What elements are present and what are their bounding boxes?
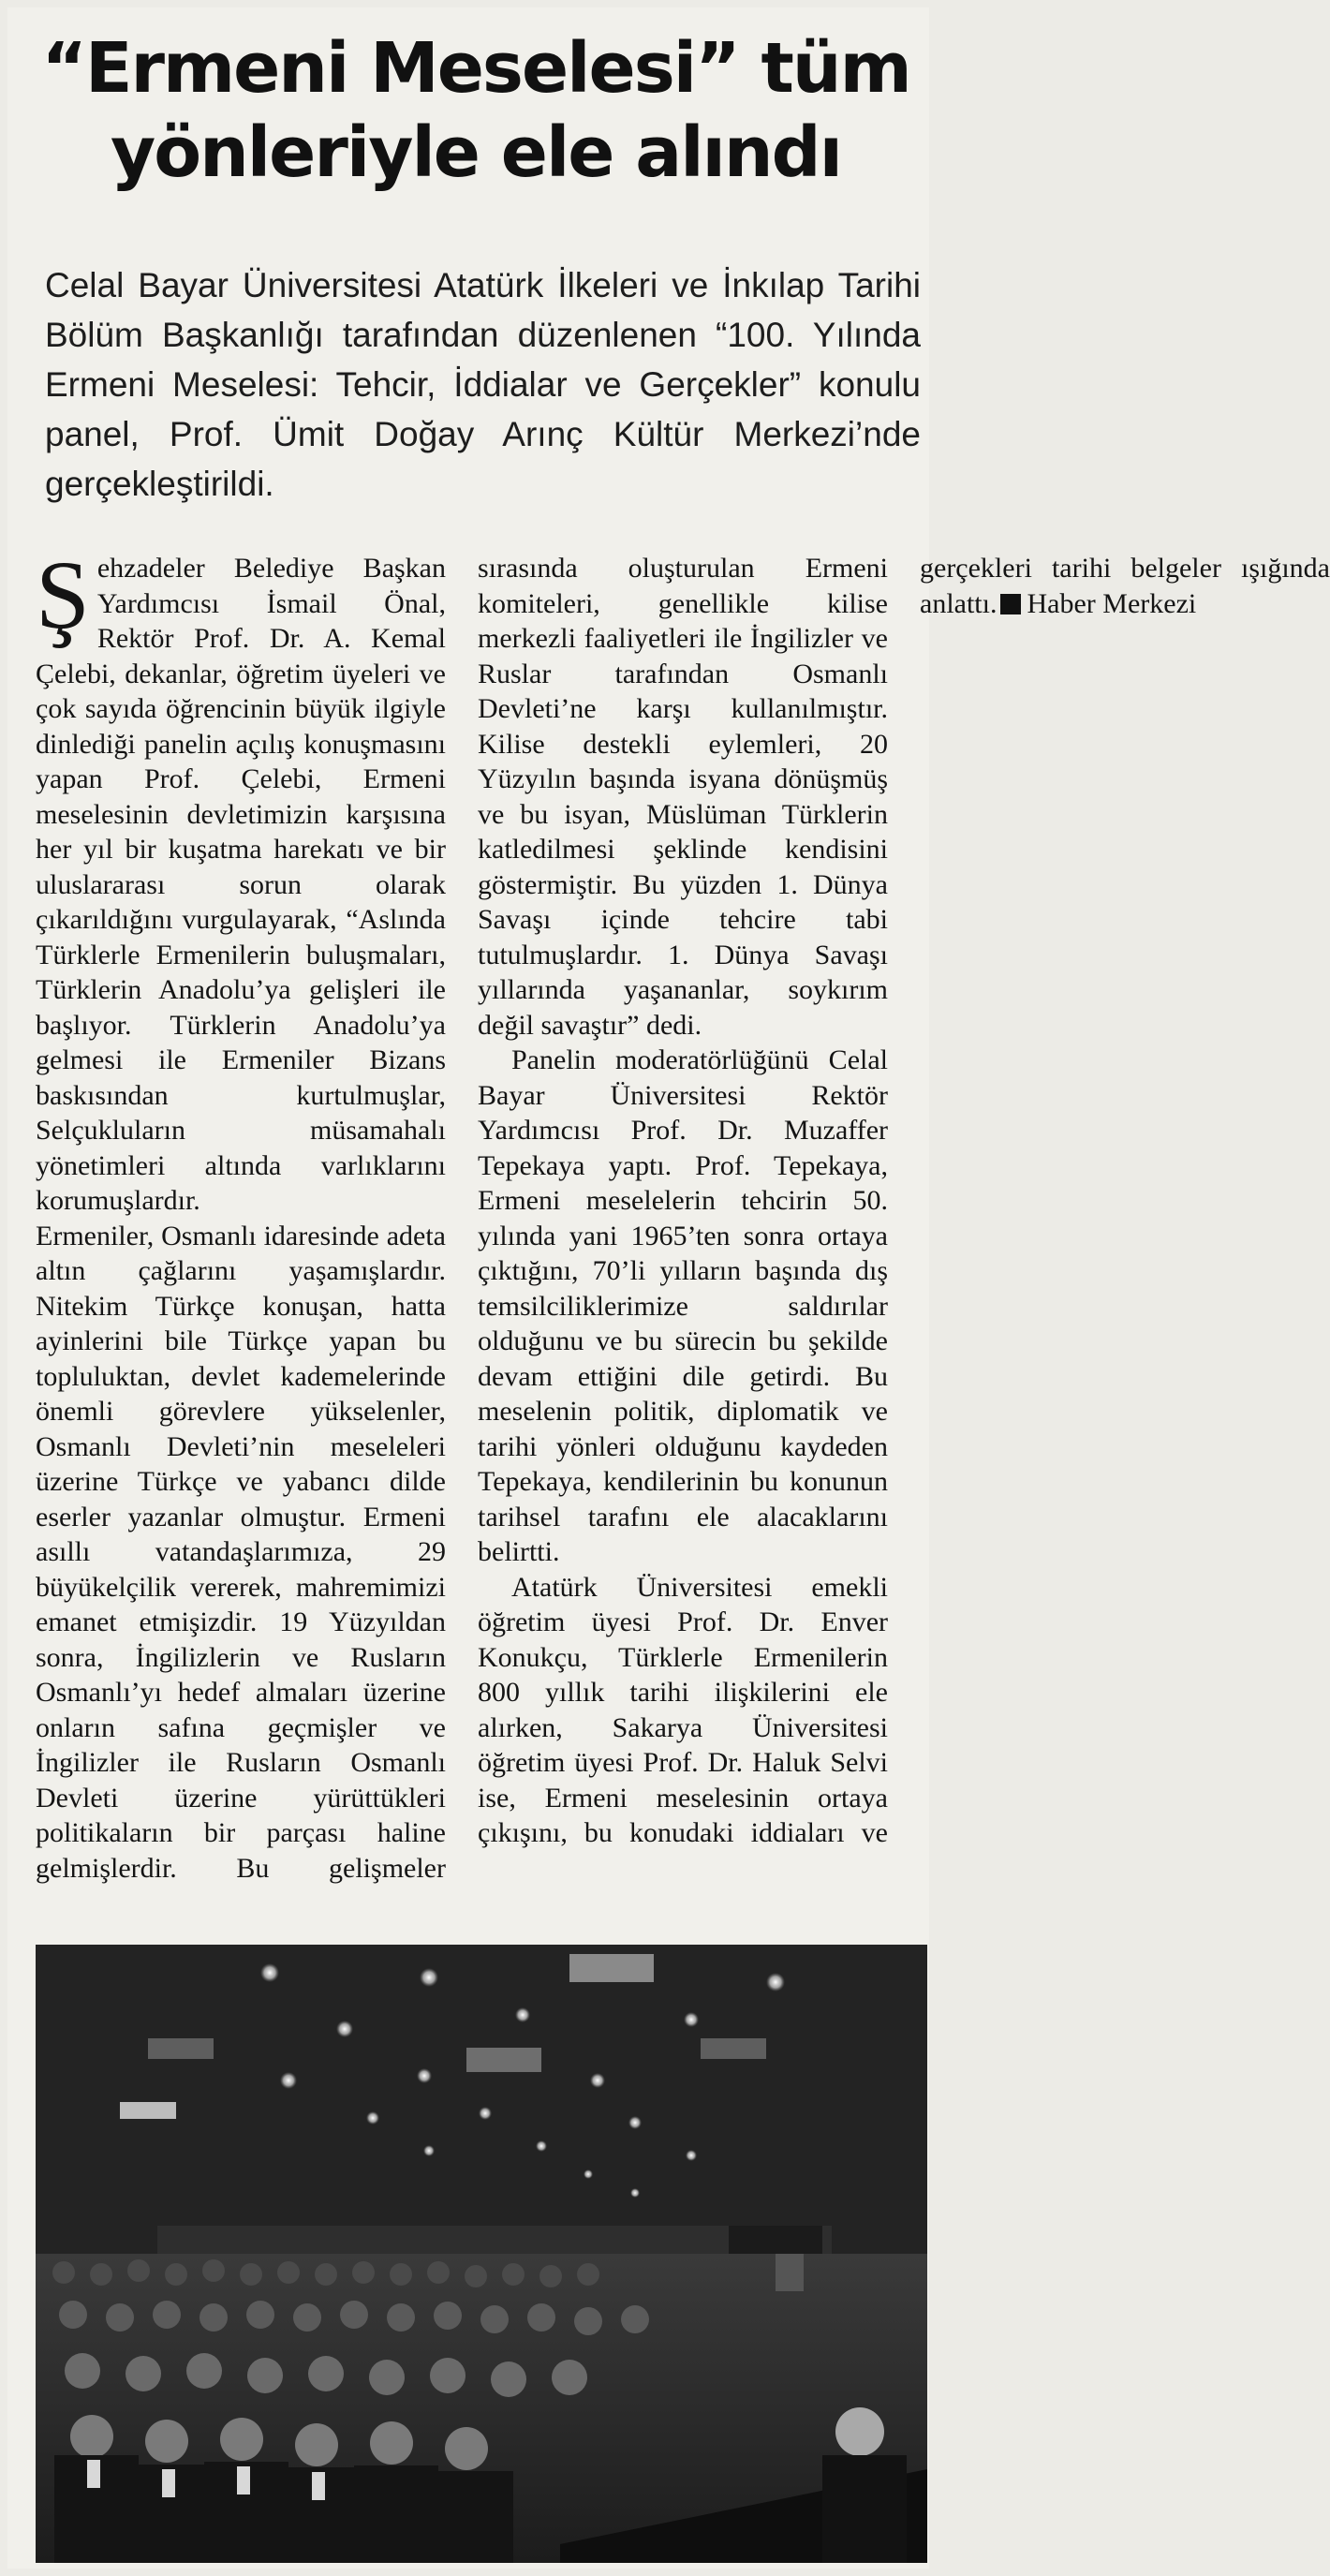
panel-audience-photo [36, 1945, 927, 2563]
body-paragraph-1 [36, 541, 446, 1219]
article-body [36, 541, 1330, 1900]
headline-line-1: “Ermeni Meselesi” tüm [41, 28, 910, 109]
body-paragraph-1-text: ehzadeler Belediye Başkan Yardımcısı İsmail Önal, Rektör Prof. Dr. A. Kemal Çelebi, dekanlar, öğretim üyeleri ve çok sayıda öğrencinin büyük ilgiyle dinlediği panelin açılış konuşmasını yapan Prof. Çelebi, Ermeni meselesinin devletimizin karşısına her yıl bir kuşatma harekatı ve bir uluslararası sorun olarak çıkarıldığını vurgulayarak, “Aslında Türklerle Ermenilerin buluşmaları, Türklerin Anadolu’ya gelişleri ile başlıyor. Türklerin Anadolu’ya gelmesi ile Ermeniler Bizans baskısından kurtulmuşlar, Selçukluların müsamahalı yönetimleri altında varlıklarını korumuşlardır. [36, 553, 446, 1216]
lead-paragraph: Celal Bayar Üniversitesi Atatürk İlkeleri ve İnkılap Tarihi Bölüm Başkanlığı tarafından düzenlenen “100. Yılında Ermeni Meselesi: Tehcir, İddialar ve Gerçekler” konulu panel, Prof. Ümit Doğay Arınç Kültür Merkezi’nde gerçekleştirildi. [45, 266, 921, 503]
end-mark-square-icon [1000, 594, 1021, 614]
body-paragraph-4-text: Atatürk Üniversitesi emekli öğretim üyesi Prof. Dr. Enver Konukçu, Türklerle Ermenilerin 800 yıllık tarihi ilişkilerini ele alırken, Sakarya Üniversitesi öğretim üyesi Prof. Dr. Haluk Selvi ise, Ermeni meselesinin ortaya çıkışını, bu konudaki iddiaları ve gerçekleri tarihi belgeler ışığında anlattı. [478, 553, 1330, 1848]
headline [24, 26, 927, 195]
body-paragraph-2: Ermeniler, Osmanlı idaresinde adeta altın çağlarını yaşamışlardır. Nitekim Türkçe konuşan, hatta ayinlerini bile Türkçe yapan bu topluluktan, devlet kademelerinde önemli görevlere yükselenler, Osmanlı Devleti’nin meseleleri üzerine Türkçe ve yabancı dilde eserler yazanlar olmuştur. Ermeni asıllı vatandaşlarımıza, 29 büyükelçilik vererek, mahremimizi emanet etmişizdir. 19 Yüzyıldan sonra, İngilizlerin ve Rusların Osmanlı’yı hedef almaları üzerine onların safına geçmişler ve İngilizler ile Rusların Osmanlı Devleti üzerine yürüttükleri politikaların bir parçası haline gelmişlerdir. Bu gelişmeler sırasında oluşturulan Ermeni komiteleri, genellikle kilise merkezli faaliyetleri ile İngilizler ve Ruslar tarafından Osmanlı Devleti’ne karşı kullanılmıştır. Kilise destekli eylemleri, 20 Yüzyılın başında isyana dönüşmüş ve bu isyan, Müslüman Türklerin katledilmesi şeklinde kendisini göstermiştir. Bu yüzden 1. Dünya Savaşı içinde tehcire tabi tutulmuşlardır. 1. Dünya Savaşı yıllarında yaşananlar, soykırım değil savaştır” dedi. [36, 553, 888, 1884]
newspaper-page [7, 7, 1330, 2569]
headline-line-2: yönleriyle ele alındı [111, 112, 841, 193]
auditorium-photo-illustration [36, 1945, 927, 2563]
dropcap: Ş [36, 541, 90, 649]
byline: Haber Merkezi [1027, 587, 1197, 619]
body-paragraph-3: Panelin moderatörlüğünü Celal Bayar Üniversitesi Rektör Yardımcısı Prof. Dr. Muzaffer Tepekaya yaptı. Prof. Tepekaya, Ermeni meselelerin tehcirin 50. yılında yani 1965’ten sonra ortaya çıktığını, 70’li yılların başında dış temsilciliklerimize saldırılar olduğunu ve bu sürecin bu şekilde devam ettiğini dile getirdi. Bu meselenin politik, diplomatik ve tarihi yönleri olduğunu kaydeden Tepekaya, kendilerinin bu konunun tarihsel tarafını ele alacaklarını belirtti. [478, 1044, 888, 1567]
